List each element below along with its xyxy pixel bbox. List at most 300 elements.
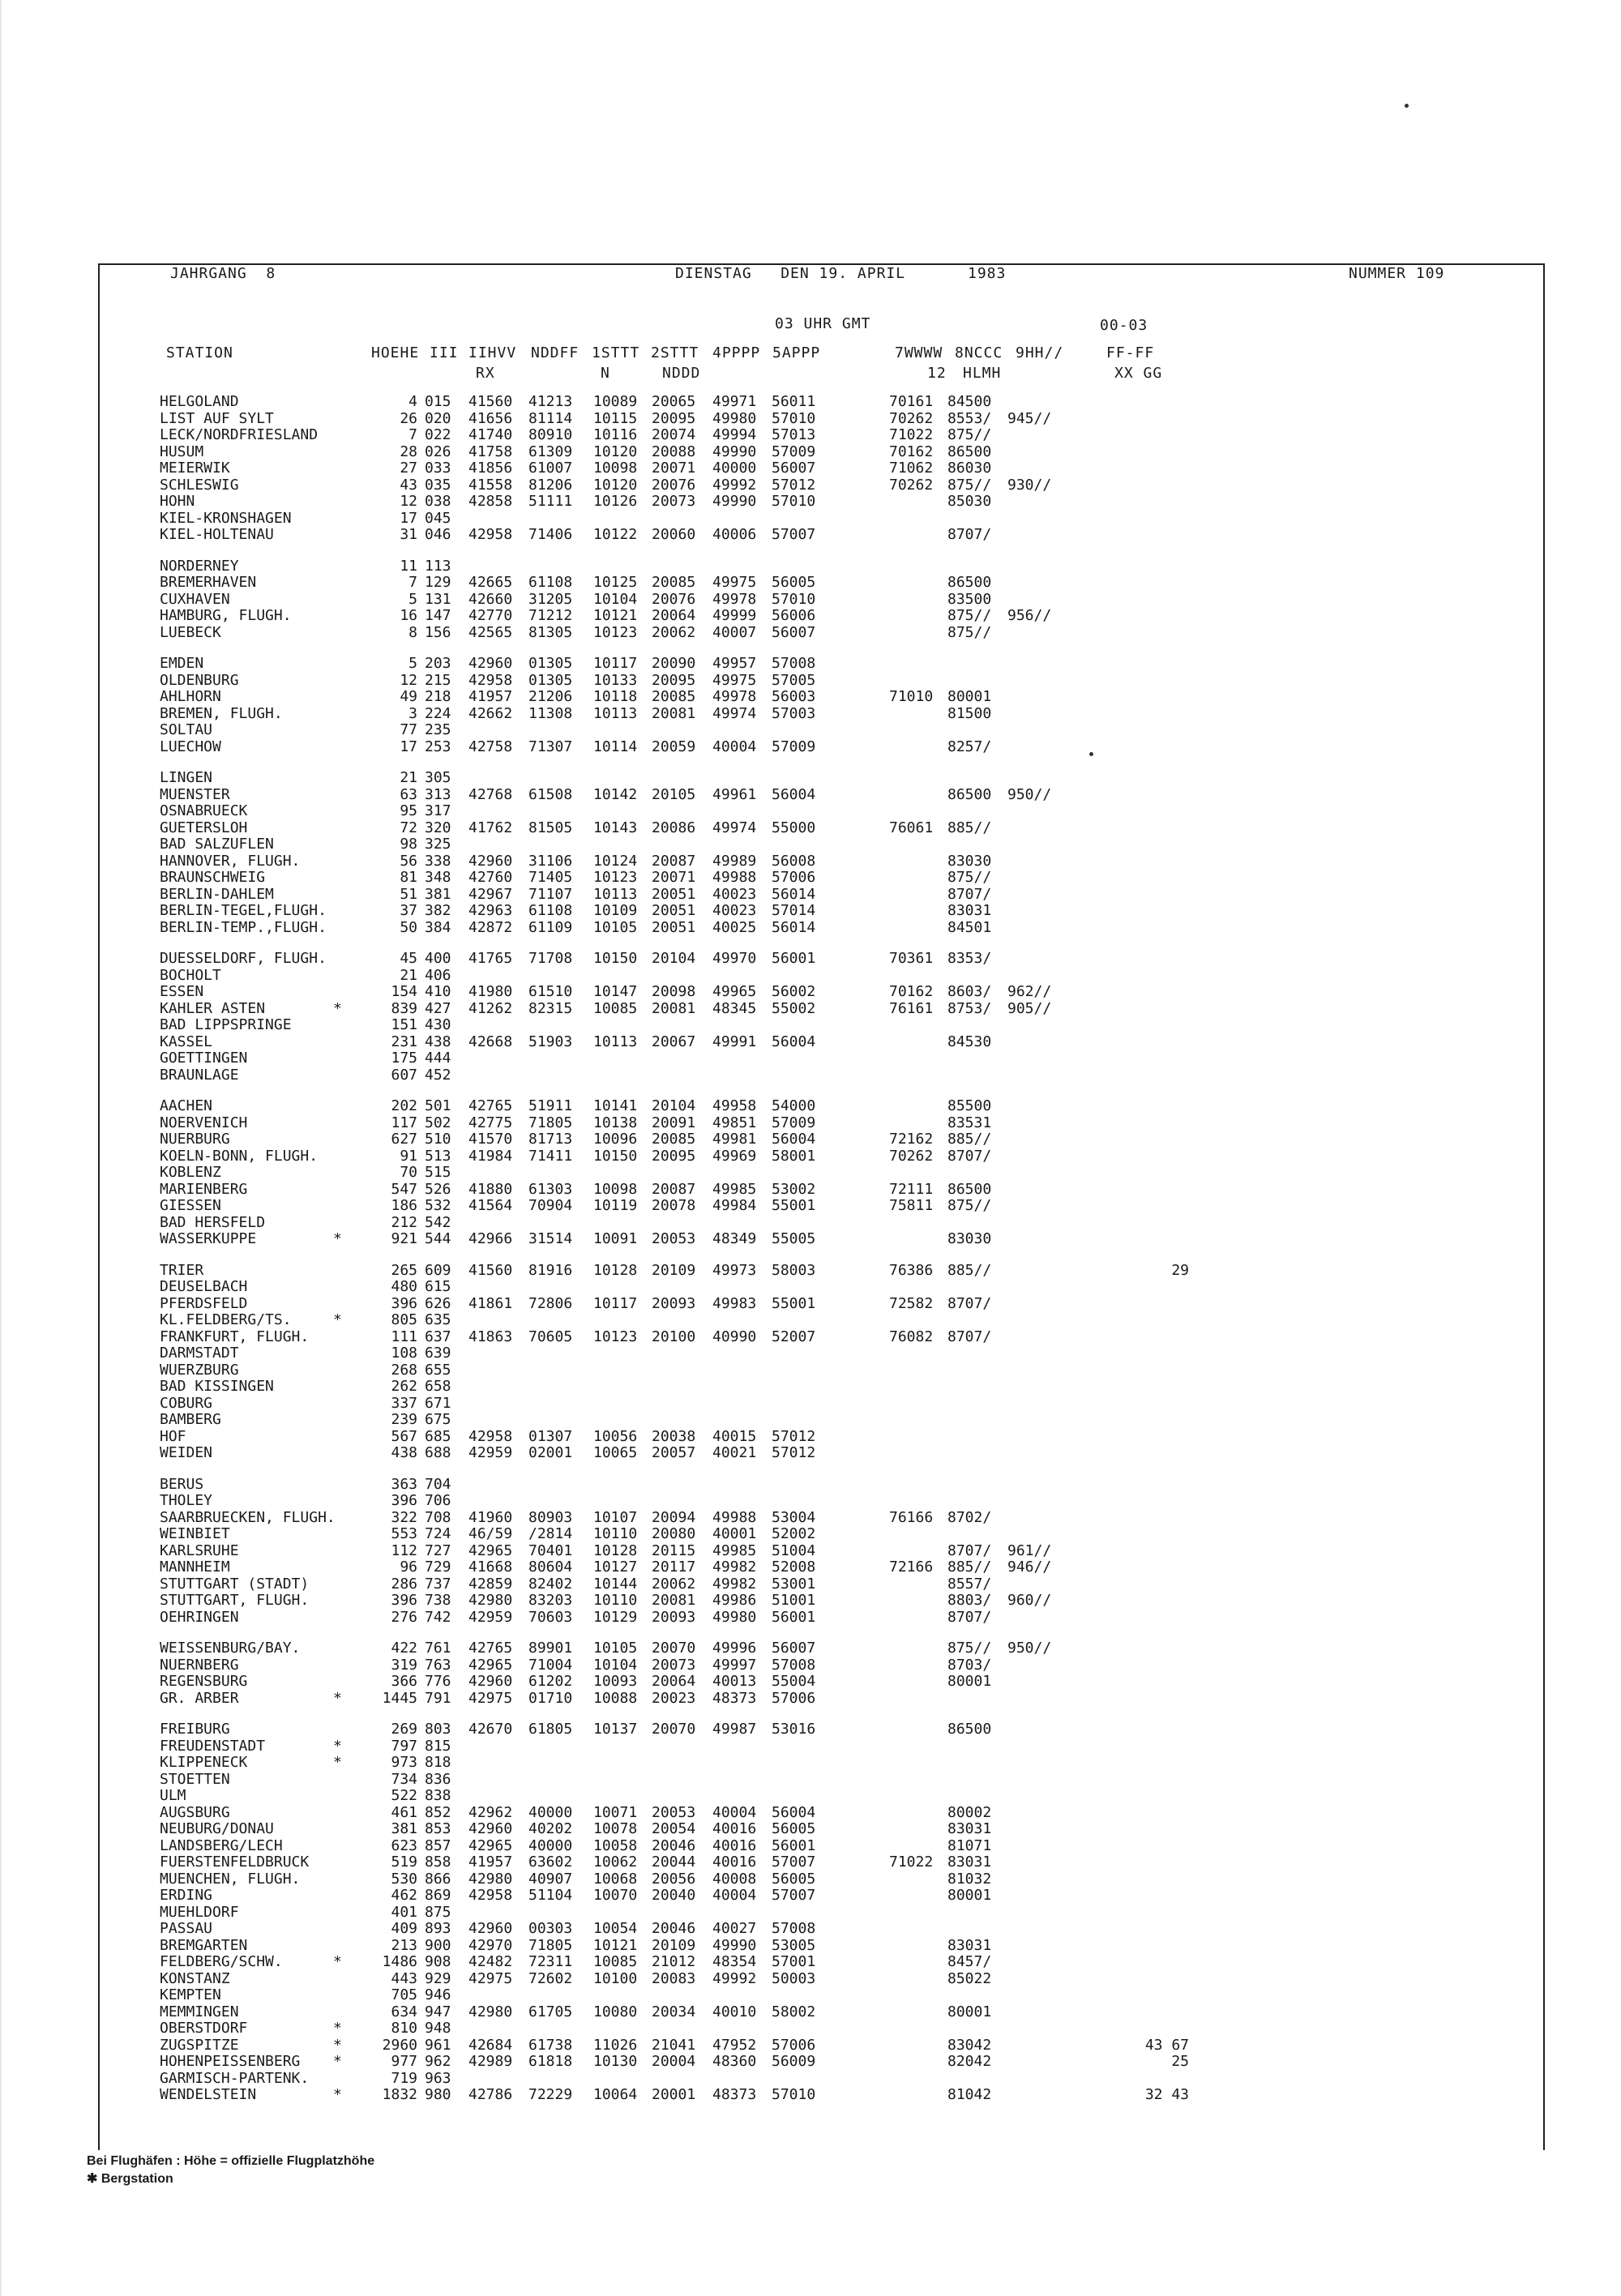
- 2sttt: 20064: [652, 1673, 696, 1690]
- iihvv: 42660: [468, 590, 513, 608]
- hoehe: 63: [400, 785, 417, 803]
- hoehe: 623: [391, 1836, 417, 1854]
- mountain-mark: *: [333, 2086, 342, 2103]
- 8nccc: 81032: [947, 1870, 992, 1888]
- column-header: 1STTT: [592, 344, 640, 361]
- hoehe: 49: [400, 688, 417, 705]
- station-name: LINGEN: [160, 769, 213, 786]
- station-name: KASSEL: [160, 1033, 213, 1050]
- 4pppp: 40023: [712, 885, 757, 903]
- 8nccc: 84501: [947, 918, 992, 936]
- hoehe: 269: [391, 1721, 417, 1738]
- 5appp: 56005: [772, 1870, 816, 1888]
- iii: 147: [425, 607, 451, 624]
- 5appp: 58002: [772, 2003, 816, 2020]
- iihvv: 41765: [468, 950, 513, 967]
- hoehe: 973: [391, 1754, 417, 1771]
- 8nccc: 875//: [947, 476, 992, 494]
- 8nccc: 81042: [947, 2086, 992, 2103]
- 4pppp: 49992: [712, 1969, 757, 1987]
- 4pppp: 40025: [712, 918, 757, 936]
- hoehe: 5: [408, 590, 417, 608]
- 8nccc: 8707/: [947, 1294, 992, 1312]
- station-name: GR. ARBER: [160, 1689, 239, 1707]
- 4pppp: 49961: [712, 785, 757, 803]
- station-name: FELDBERG/SCHW.: [160, 1953, 283, 1970]
- column-header: 2STTT: [651, 344, 699, 361]
- iihvv: 42959: [468, 1444, 513, 1461]
- iii: 704: [425, 1475, 451, 1493]
- iihvv: 42958: [468, 1427, 513, 1445]
- 1sttt: 10104: [593, 590, 638, 608]
- station-name: BERLIN-TEGEL,FLUGH.: [160, 902, 327, 919]
- 1sttt: 10085: [593, 1953, 638, 1970]
- nddff: 01305: [528, 671, 573, 689]
- iihvv: 42960: [468, 852, 513, 870]
- 1sttt: 10054: [593, 1920, 638, 1937]
- iii: 033: [425, 460, 451, 477]
- 8nccc: 8707/: [947, 1328, 992, 1345]
- iihvv: 41740: [468, 426, 513, 443]
- hoehe: 480: [391, 1278, 417, 1295]
- hoehe: 77: [400, 721, 417, 738]
- 5appp: 52007: [772, 1328, 816, 1345]
- 7wwww: 71022: [889, 426, 934, 443]
- 7wwww: 72162: [889, 1131, 934, 1148]
- 2sttt: 20053: [652, 1230, 696, 1247]
- station-name: SOLTAU: [160, 721, 213, 738]
- station-name: BAMBERG: [160, 1411, 221, 1428]
- ff-ff: 29: [1171, 1261, 1189, 1279]
- 2sttt: 21012: [652, 1953, 696, 1970]
- station-name: BERUS: [160, 1475, 204, 1493]
- 2sttt: 20053: [652, 1803, 696, 1821]
- 8nccc: 875//: [947, 1197, 992, 1214]
- nddff: 11308: [528, 704, 573, 722]
- 5appp: 53001: [772, 1575, 816, 1593]
- column-header: III: [430, 344, 459, 361]
- station-name: EMDEN: [160, 655, 204, 672]
- year: 1983: [968, 265, 1007, 282]
- 5appp: 57006: [772, 1689, 816, 1707]
- iihvv: 42960: [468, 655, 513, 672]
- iii: 708: [425, 1508, 451, 1526]
- iii: 818: [425, 1754, 451, 1771]
- nddff: 70603: [528, 1608, 573, 1626]
- hoehe: 805: [391, 1311, 417, 1328]
- 2sttt: 20073: [652, 493, 696, 510]
- 2sttt: 20062: [652, 1575, 696, 1593]
- column-header: NDDFF: [531, 344, 580, 361]
- 4pppp: 49987: [712, 1721, 757, 1738]
- 2sttt: 20004: [652, 2053, 696, 2070]
- 7wwww: 70262: [889, 1147, 934, 1165]
- mountain-mark: *: [333, 1737, 342, 1755]
- iii: 655: [425, 1361, 451, 1379]
- station-name: KIEL-KRONSHAGEN: [160, 509, 292, 527]
- iii: 961: [425, 2036, 451, 2054]
- 4pppp: 40015: [712, 1427, 757, 1445]
- 1sttt: 10113: [593, 1033, 638, 1050]
- iihvv: 41762: [468, 819, 513, 836]
- 5appp: 57010: [772, 493, 816, 510]
- station-name: BAD SALZUFLEN: [160, 836, 274, 853]
- 5appp: 57010: [772, 409, 816, 427]
- nddff: 61738: [528, 2036, 573, 2054]
- 7wwww: 71010: [889, 688, 934, 705]
- 1sttt: 10118: [593, 688, 638, 705]
- hoehe: 1832: [382, 2086, 417, 2103]
- iii: 908: [425, 1953, 451, 1970]
- station-name: OEHRINGEN: [160, 1608, 239, 1626]
- 2sttt: 20071: [652, 460, 696, 477]
- station-name: KAHLER ASTEN: [160, 999, 266, 1017]
- 2sttt: 20051: [652, 885, 696, 903]
- station-name: NEUBURG/DONAU: [160, 1820, 274, 1837]
- 1sttt: 10113: [593, 704, 638, 722]
- iii: 382: [425, 902, 451, 919]
- 9hh: 961//: [1007, 1541, 1052, 1559]
- 7wwww: 70262: [889, 409, 934, 427]
- nddff: 01307: [528, 1427, 573, 1445]
- 9hh: 930//: [1007, 476, 1052, 494]
- 1sttt: 10128: [593, 1261, 638, 1279]
- iii: 637: [425, 1328, 451, 1345]
- 8nccc: 83031: [947, 1820, 992, 1837]
- nddff: 61510: [528, 983, 573, 1000]
- iihvv: 41984: [468, 1147, 513, 1165]
- station-name: THOLEY: [160, 1492, 213, 1509]
- nddff: 61202: [528, 1673, 573, 1690]
- station-name: WASSERKUPPE: [160, 1230, 257, 1247]
- hoehe: 12: [400, 671, 417, 689]
- iii: 235: [425, 721, 451, 738]
- 2sttt: 20094: [652, 1508, 696, 1526]
- 8nccc: 81071: [947, 1836, 992, 1854]
- 4pppp: 49974: [712, 819, 757, 836]
- 1sttt: 10071: [593, 1803, 638, 1821]
- 8nccc: 8707/: [947, 526, 992, 543]
- 4pppp: 48345: [712, 999, 757, 1017]
- station-name: PASSAU: [160, 1920, 213, 1937]
- 7wwww: 72582: [889, 1294, 934, 1312]
- 5appp: 51004: [772, 1541, 816, 1559]
- 5appp: 56004: [772, 1803, 816, 1821]
- nddff: 82315: [528, 999, 573, 1017]
- station-name: BAD KISSINGEN: [160, 1378, 274, 1395]
- 4pppp: 40027: [712, 1920, 757, 1937]
- 7wwww: 70162: [889, 443, 934, 460]
- 1sttt: 10078: [593, 1820, 638, 1837]
- 1sttt: 11026: [593, 2036, 638, 2054]
- 5appp: 57008: [772, 1656, 816, 1674]
- nddff: 61303: [528, 1180, 573, 1198]
- iihvv: 42980: [468, 1870, 513, 1888]
- station-name: HOHN: [160, 493, 195, 510]
- iii: 869: [425, 1887, 451, 1904]
- nddff: 40202: [528, 1820, 573, 1837]
- hoehe: 26: [400, 409, 417, 427]
- 2sttt: 20078: [652, 1197, 696, 1214]
- iii: 038: [425, 493, 451, 510]
- station-name: GIESSEN: [160, 1197, 221, 1214]
- 9hh: 946//: [1007, 1558, 1052, 1576]
- station-name: OSNABRUECK: [160, 802, 248, 819]
- station-name: WUERZBURG: [160, 1361, 239, 1379]
- 4pppp: 49996: [712, 1640, 757, 1657]
- iihvv: 42765: [468, 1097, 513, 1114]
- 4pppp: 40023: [712, 902, 757, 919]
- 2sttt: 20038: [652, 1427, 696, 1445]
- iihvv: 42565: [468, 623, 513, 641]
- iihvv: 42665: [468, 574, 513, 591]
- 5appp: 56001: [772, 950, 816, 967]
- nddff: 72229: [528, 2086, 573, 2103]
- 4pppp: 48360: [712, 2053, 757, 2070]
- 5appp: 56002: [772, 983, 816, 1000]
- nddff: 89901: [528, 1640, 573, 1657]
- iihvv: 42959: [468, 1608, 513, 1626]
- mountain-mark: *: [333, 1689, 342, 1707]
- 4pppp: 49990: [712, 443, 757, 460]
- nddff: 82402: [528, 1575, 573, 1593]
- hoehe: 231: [391, 1033, 417, 1050]
- station-name: LECK/NORDFRIESLAND: [160, 426, 319, 443]
- 1sttt: 10104: [593, 1656, 638, 1674]
- 1sttt: 10065: [593, 1444, 638, 1461]
- 1sttt: 10150: [593, 950, 638, 967]
- 8nccc: 85500: [947, 1097, 992, 1114]
- hoehe: 705: [391, 1986, 417, 2003]
- 1sttt: 10130: [593, 2053, 638, 2070]
- nddff: 71004: [528, 1656, 573, 1674]
- iii: 776: [425, 1673, 451, 1690]
- 1sttt: 10058: [593, 1836, 638, 1854]
- nddff: 71708: [528, 950, 573, 967]
- 4pppp: 49983: [712, 1294, 757, 1312]
- iii: 738: [425, 1592, 451, 1609]
- 5appp: 57012: [772, 1427, 816, 1445]
- 8nccc: 875//: [947, 623, 992, 641]
- station-name: FUERSTENFELDBRUCK: [160, 1853, 310, 1871]
- 2sttt: 20057: [652, 1444, 696, 1461]
- 5appp: 57010: [772, 2086, 816, 2103]
- 8nccc: 81500: [947, 704, 992, 722]
- hoehe: 4: [408, 393, 417, 410]
- nddff: 51911: [528, 1097, 573, 1114]
- station-name: AACHEN: [160, 1097, 213, 1114]
- 4pppp: 49989: [712, 852, 757, 870]
- iii: 542: [425, 1213, 451, 1231]
- nddff: 71805: [528, 1936, 573, 1954]
- station-name: NOERVENICH: [160, 1114, 248, 1131]
- 4pppp: 49978: [712, 688, 757, 705]
- 5appp: 56001: [772, 1836, 816, 1854]
- 4pppp: 49999: [712, 607, 757, 624]
- hoehe: 268: [391, 1361, 417, 1379]
- 8nccc: 875//: [947, 869, 992, 886]
- iihvv: 41957: [468, 688, 513, 705]
- 8nccc: 8603/: [947, 983, 992, 1000]
- 1sttt: 10089: [593, 393, 638, 410]
- 1sttt: 10123: [593, 869, 638, 886]
- hoehe: 56: [400, 852, 417, 870]
- nddff: 61818: [528, 2053, 573, 2070]
- hoehe: 17: [400, 509, 417, 527]
- iihvv: 42662: [468, 704, 513, 722]
- station-name: GOETTINGEN: [160, 1050, 248, 1067]
- 2sttt: 20095: [652, 671, 696, 689]
- 8nccc: 83031: [947, 1936, 992, 1954]
- 1sttt: 10138: [593, 1114, 638, 1131]
- iii: 452: [425, 1066, 451, 1084]
- nddff: 01710: [528, 1689, 573, 1707]
- 4pppp: 49990: [712, 493, 757, 510]
- 8nccc: 86500: [947, 1180, 992, 1198]
- 1sttt: 10117: [593, 655, 638, 672]
- iihvv: 41570: [468, 1131, 513, 1148]
- 8nccc: 82042: [947, 2053, 992, 2070]
- station-name: HANNOVER, FLUGH.: [160, 852, 301, 870]
- 2sttt: 20091: [652, 1114, 696, 1131]
- 8nccc: 85022: [947, 1969, 992, 1987]
- nddff: 51104: [528, 1887, 573, 1904]
- hoehe: 797: [391, 1737, 417, 1755]
- 2sttt: 20100: [652, 1328, 696, 1345]
- 8nccc: 8753/: [947, 999, 992, 1017]
- 4pppp: 49969: [712, 1147, 757, 1165]
- 2sttt: 20046: [652, 1920, 696, 1937]
- iii: 381: [425, 885, 451, 903]
- 2sttt: 20098: [652, 983, 696, 1000]
- station-name: BAD LIPPSPRINGE: [160, 1016, 292, 1033]
- 1sttt: 10128: [593, 1541, 638, 1559]
- 2sttt: 20095: [652, 409, 696, 427]
- hoehe: 96: [400, 1558, 417, 1576]
- iii: 948: [425, 2020, 451, 2037]
- hoehe: 8: [408, 623, 417, 641]
- station-name: KOELN-BONN, FLUGH.: [160, 1147, 319, 1165]
- iihvv: 42965: [468, 1541, 513, 1559]
- mountain-mark: *: [333, 1230, 342, 1247]
- 4pppp: 49971: [712, 393, 757, 410]
- station-name: NUERBURG: [160, 1131, 230, 1148]
- 4pppp: 48373: [712, 2086, 757, 2103]
- 8nccc: 85030: [947, 493, 992, 510]
- station-name: MUENSTER: [160, 785, 230, 803]
- iii: 875: [425, 1903, 451, 1921]
- 1sttt: 10110: [593, 1525, 638, 1542]
- iii: 635: [425, 1311, 451, 1328]
- 2sttt: 20054: [652, 1820, 696, 1837]
- 4pppp: 49975: [712, 574, 757, 591]
- 7wwww: 76061: [889, 819, 934, 836]
- jahrgang: JAHRGANG 8: [170, 265, 276, 282]
- iii: 639: [425, 1345, 451, 1362]
- nddff: 80903: [528, 1508, 573, 1526]
- 8nccc: 86500: [947, 443, 992, 460]
- nddff: 80604: [528, 1558, 573, 1576]
- nddff: /2814: [528, 1525, 573, 1542]
- nddff: 83203: [528, 1592, 573, 1609]
- column-header: 7WWWW: [895, 344, 943, 361]
- iii: 544: [425, 1230, 451, 1247]
- 2sttt: 21041: [652, 2036, 696, 2054]
- mountain-mark: *: [333, 999, 342, 1017]
- 4pppp: 40016: [712, 1853, 757, 1871]
- 1sttt: 10133: [593, 671, 638, 689]
- station-name: HAMBURG, FLUGH.: [160, 607, 292, 624]
- column-subheader: NDDD: [662, 365, 701, 382]
- station-name: MEIERWIK: [160, 460, 230, 477]
- 2sttt: 20040: [652, 1887, 696, 1904]
- 5appp: 57010: [772, 590, 816, 608]
- 5appp: 57008: [772, 655, 816, 672]
- station-name: BOCHOLT: [160, 966, 221, 984]
- 5appp: 56004: [772, 1131, 816, 1148]
- 8nccc: 80001: [947, 1673, 992, 1690]
- iihvv: 41668: [468, 1558, 513, 1576]
- 1sttt: 10117: [593, 1294, 638, 1312]
- table-frame: [98, 263, 1545, 2150]
- 4pppp: 49994: [712, 426, 757, 443]
- nddff: 81505: [528, 819, 573, 836]
- 4pppp: 49978: [712, 590, 757, 608]
- station-name: MUENCHEN, FLUGH.: [160, 1870, 301, 1888]
- iii: 866: [425, 1870, 451, 1888]
- station-name: KOBLENZ: [160, 1164, 221, 1181]
- 5appp: 57008: [772, 1920, 816, 1937]
- 9hh: 950//: [1007, 1640, 1052, 1657]
- 2sttt: 20083: [652, 1969, 696, 1987]
- station-name: SAARBRUECKEN, FLUGH.: [160, 1508, 336, 1526]
- 2sttt: 20087: [652, 852, 696, 870]
- mountain-mark: *: [333, 1953, 342, 1970]
- iii: 156: [425, 623, 451, 641]
- nddff: 40000: [528, 1836, 573, 1854]
- 8nccc: 86500: [947, 1721, 992, 1738]
- hoehe: 438: [391, 1444, 417, 1461]
- 4pppp: 49965: [712, 983, 757, 1000]
- iihvv: 42858: [468, 493, 513, 510]
- 2sttt: 20051: [652, 902, 696, 919]
- 1sttt: 10110: [593, 1592, 638, 1609]
- 1sttt: 10121: [593, 1936, 638, 1954]
- 2sttt: 20060: [652, 526, 696, 543]
- iii: 980: [425, 2086, 451, 2103]
- iihvv: 42482: [468, 1953, 513, 1970]
- 5appp: 57009: [772, 443, 816, 460]
- station-name: WENDELSTEIN: [160, 2086, 257, 2103]
- 2sttt: 20034: [652, 2003, 696, 2020]
- iii: 400: [425, 950, 451, 967]
- ff-ff: 32 43: [1144, 2086, 1189, 2103]
- 7wwww: 76161: [889, 999, 934, 1017]
- 5appp: 56005: [772, 574, 816, 591]
- 4pppp: 49958: [712, 1097, 757, 1114]
- hoehe: 239: [391, 1411, 417, 1428]
- station-name: ZUGSPITZE: [160, 2036, 239, 2054]
- iii: 444: [425, 1050, 451, 1067]
- 5appp: 52008: [772, 1558, 816, 1576]
- station-name: FREUDENSTADT: [160, 1737, 266, 1755]
- 2sttt: 20109: [652, 1261, 696, 1279]
- nddff: 71411: [528, 1147, 573, 1165]
- 9hh: 905//: [1007, 999, 1052, 1017]
- station-name: NORDERNEY: [160, 557, 239, 575]
- hoehe: 31: [400, 526, 417, 543]
- 7wwww: 75811: [889, 1197, 934, 1214]
